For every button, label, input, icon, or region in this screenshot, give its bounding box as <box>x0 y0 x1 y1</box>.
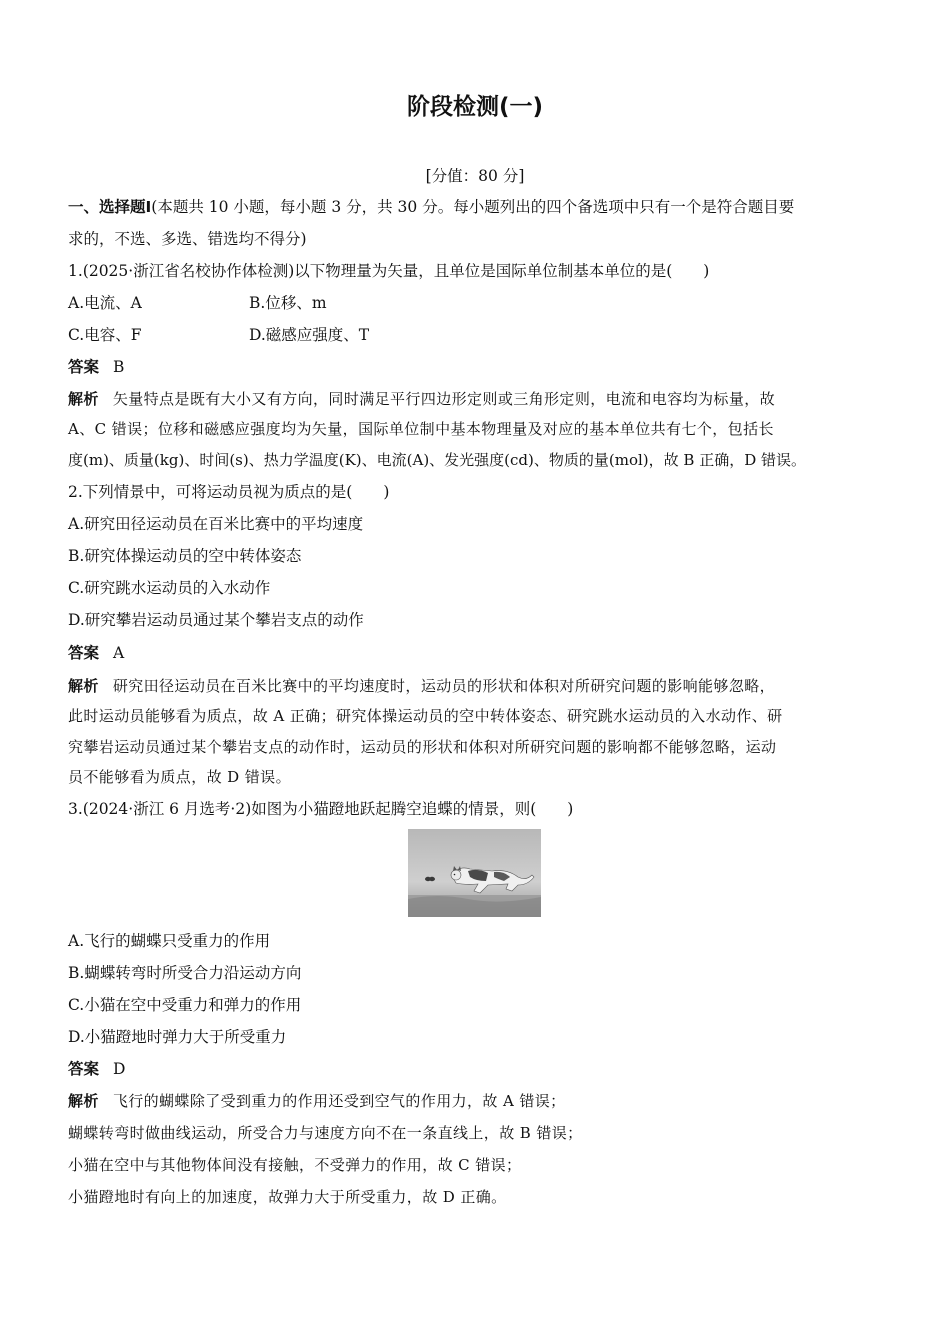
option-c: C.电容、F <box>68 326 142 344</box>
answer-label: 答案 <box>68 644 100 662</box>
answer-value: B <box>113 358 125 376</box>
section-instructions: (本题共 10 小题，每小题 3 分，共 30 分。每小题列出的四个备选项中只有一个是符合题目要 <box>151 198 795 216</box>
score-note: [分值：80 分] <box>425 167 525 185</box>
section-instructions-cont: 求的，不选、多选、错选均不得分) <box>68 230 307 248</box>
question-2-explanation-line: 此时运动员能够看为质点，故 A 正确；研究体操运动员的空中转体姿态、研究跳水运动员的入水动作、研 <box>68 707 783 725</box>
option-b: B.研究体操运动员的空中转体姿态 <box>68 547 302 565</box>
section-title: 一、选择题Ⅰ <box>68 198 152 216</box>
option-a: A.电流、A <box>68 294 142 312</box>
option-d: D.研究攀岩运动员通过某个攀岩支点的动作 <box>68 611 364 629</box>
question-3-explanation-line: 蝴蝶转弯时做曲线运动，所受合力与速度方向不在一条直线上，故 B 错误； <box>68 1124 583 1142</box>
answer-label: 答案 <box>68 358 100 376</box>
section-heading <box>68 196 882 218</box>
option-b: B.位移、m <box>249 294 327 312</box>
question-2-answer <box>68 642 882 664</box>
explanation-label: 解析 <box>68 390 99 408</box>
option-d: D.磁感应强度、T <box>249 326 370 344</box>
butterfly-shape <box>425 877 435 881</box>
question-3-answer <box>68 1058 882 1080</box>
question-3-explanation-line: 小猫在空中与其他物体间没有接触，不受弹力的作用，故 C 错误； <box>68 1156 522 1174</box>
question-2-explanation-line: 究攀岩运动员通过某个攀岩支点的动作时，运动员的形状和体积对所研究问题的影响都不能够忽略，运动 <box>68 738 777 756</box>
explanation-label: 解析 <box>68 1092 99 1110</box>
question-1-explanation-line: 度(m)、质量(kg)、时间(s)、热力学温度(K)、电流(A)、发光强度(cd)、物质的量(mol)，故 B 正确，D 错误。 <box>68 451 806 469</box>
cat-butterfly-photo <box>408 829 541 917</box>
question-1-stem: 1.(2025·浙江省名校协作体检测)以下物理量为矢量，且单位是国际单位制基本单位的是( ) <box>68 262 710 280</box>
explanation-text: 研究田径运动员在百米比赛中的平均速度时，运动员的形状和体积对所研究问题的影响能够忽略， <box>112 677 776 695</box>
answer-label: 答案 <box>68 1060 100 1078</box>
explanation-label: 解析 <box>68 677 99 695</box>
question-1-explanation-line: A、C 错误；位移和磁感应强度均为矢量，国际单位制中基本物理量及对应的基本单位共有七个，包括长 <box>68 420 774 438</box>
option-a: A.研究田径运动员在百米比赛中的平均速度 <box>68 515 364 533</box>
question-3-explanation-line <box>68 1090 882 1112</box>
question-2-explanation-line: 员不能够看为质点，故 D 错误。 <box>68 768 291 786</box>
option-c: C.研究跳水运动员的入水动作 <box>68 579 271 597</box>
answer-value: A <box>113 644 125 662</box>
explanation-text: 矢量特点是既有大小又有方向，同时满足平行四边形定则或三角形定则，电流和电容均为标量，故 <box>112 390 776 408</box>
page-title: 阶段检测(一) <box>406 94 544 120</box>
option-a: A.飞行的蝴蝶只受重力的作用 <box>68 932 271 950</box>
question-3-stem: 3.(2024·浙江 6 月选考·2)如图为小猫蹬地跃起腾空追蝶的情景，则( ) <box>68 800 574 818</box>
question-2-explanation-line <box>68 675 882 697</box>
question-3-explanation-line: 小猫蹬地时有向上的加速度，故弹力大于所受重力，故 D 正确。 <box>68 1188 507 1206</box>
question-1-explanation-line <box>68 388 882 410</box>
option-d: D.小猫蹬地时弹力大于所受重力 <box>68 1028 287 1046</box>
option-b: B.蝴蝶转弯时所受合力沿运动方向 <box>68 964 302 982</box>
explanation-text: 飞行的蝴蝶除了受到重力的作用还受到空气的作用力，故 A 错误； <box>112 1092 566 1110</box>
question-2-stem: 2.下列情景中，可将运动员视为质点的是( ) <box>68 483 390 501</box>
answer-value: D <box>113 1060 126 1078</box>
question-1-answer <box>68 356 882 378</box>
option-c: C.小猫在空中受重力和弹力的作用 <box>68 996 302 1014</box>
